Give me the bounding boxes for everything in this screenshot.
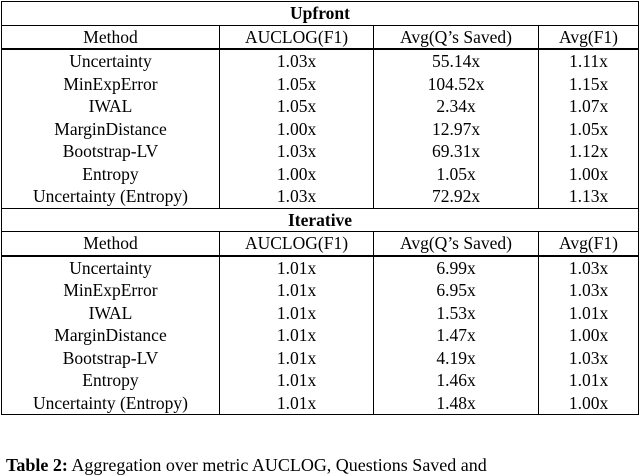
value-cell: 12.97x [374,118,539,141]
value-cell: 1.00x [539,163,639,186]
value-cell: 72.92x [374,185,539,208]
value-cell: 1.13x [539,185,639,208]
method-cell: Bootstrap-LV [2,140,220,163]
table-row [2,369,639,392]
value-cell: 1.01x [539,369,639,392]
value-cell: 1.46x [374,369,539,392]
caption-text: Aggregation over metric AUCLOG, Questions Saved and [71,455,487,475]
value-cell: 1.00x [220,163,374,186]
value-cell: 1.12x [539,140,639,163]
value-cell: 1.11x [539,49,639,73]
value-cell: 104.52x [374,73,539,96]
method-cell: MinExpError [2,73,220,96]
value-cell: 1.53x [374,302,539,325]
method-cell: Uncertainty [2,49,220,73]
method-cell: MinExpError [2,279,220,302]
column-header: AUCLOG(F1) [220,232,374,256]
table-row [2,256,639,280]
group-title-row [2,2,639,26]
column-header: Avg(F1) [539,232,639,256]
value-cell: 1.01x [220,279,374,302]
group-title: Iterative [2,208,639,232]
value-cell: 1.03x [539,279,639,302]
column-header: Avg(Q’s Saved) [374,232,539,256]
value-cell: 1.03x [220,185,374,208]
value-cell: 1.05x [374,163,539,186]
value-cell: 1.01x [220,392,374,415]
table-row [2,324,639,347]
column-header: Avg(Q’s Saved) [374,25,539,49]
method-cell: IWAL [2,95,220,118]
table-row [2,392,639,415]
value-cell: 1.01x [220,369,374,392]
method-cell: Uncertainty [2,256,220,280]
table-caption [6,455,487,476]
table-row [2,347,639,370]
value-cell: 1.05x [220,73,374,96]
column-header-row [2,25,639,49]
table-row [2,118,639,141]
method-cell: MarginDistance [2,324,220,347]
column-header-row [2,232,639,256]
value-cell: 1.03x [220,49,374,73]
column-header: Avg(F1) [539,25,639,49]
table-row [2,95,639,118]
column-header: Method [2,25,220,49]
caption-label: Table 2: [6,455,68,475]
method-cell: Uncertainty (Entropy) [2,185,220,208]
value-cell: 6.99x [374,256,539,280]
value-cell: 1.03x [220,140,374,163]
method-cell: Uncertainty (Entropy) [2,392,220,415]
method-cell: IWAL [2,302,220,325]
method-cell: MarginDistance [2,118,220,141]
value-cell: 1.01x [220,256,374,280]
value-cell: 1.07x [539,95,639,118]
value-cell: 1.03x [539,347,639,370]
value-cell: 1.00x [220,118,374,141]
value-cell: 1.05x [220,95,374,118]
group-title-row [2,208,639,232]
value-cell: 1.05x [539,118,639,141]
value-cell: 55.14x [374,49,539,73]
value-cell: 6.95x [374,279,539,302]
value-cell: 1.03x [539,256,639,280]
value-cell: 1.01x [220,302,374,325]
method-cell: Entropy [2,369,220,392]
table-row [2,279,639,302]
value-cell: 1.00x [539,324,639,347]
value-cell: 1.01x [539,302,639,325]
value-cell: 1.15x [539,73,639,96]
method-cell: Bootstrap-LV [2,347,220,370]
table-row [2,73,639,96]
value-cell: 1.01x [220,324,374,347]
value-cell: 1.48x [374,392,539,415]
value-cell: 69.31x [374,140,539,163]
results-table-body [2,2,639,415]
results-table [1,1,639,415]
value-cell: 2.34x [374,95,539,118]
value-cell: 4.19x [374,347,539,370]
column-header: Method [2,232,220,256]
table-row [2,302,639,325]
value-cell: 1.00x [539,392,639,415]
table-row [2,185,639,208]
table-row [2,140,639,163]
value-cell: 1.01x [220,347,374,370]
group-title: Upfront [2,2,639,26]
table-row [2,49,639,73]
method-cell: Entropy [2,163,220,186]
value-cell: 1.47x [374,324,539,347]
column-header: AUCLOG(F1) [220,25,374,49]
table-row [2,163,639,186]
